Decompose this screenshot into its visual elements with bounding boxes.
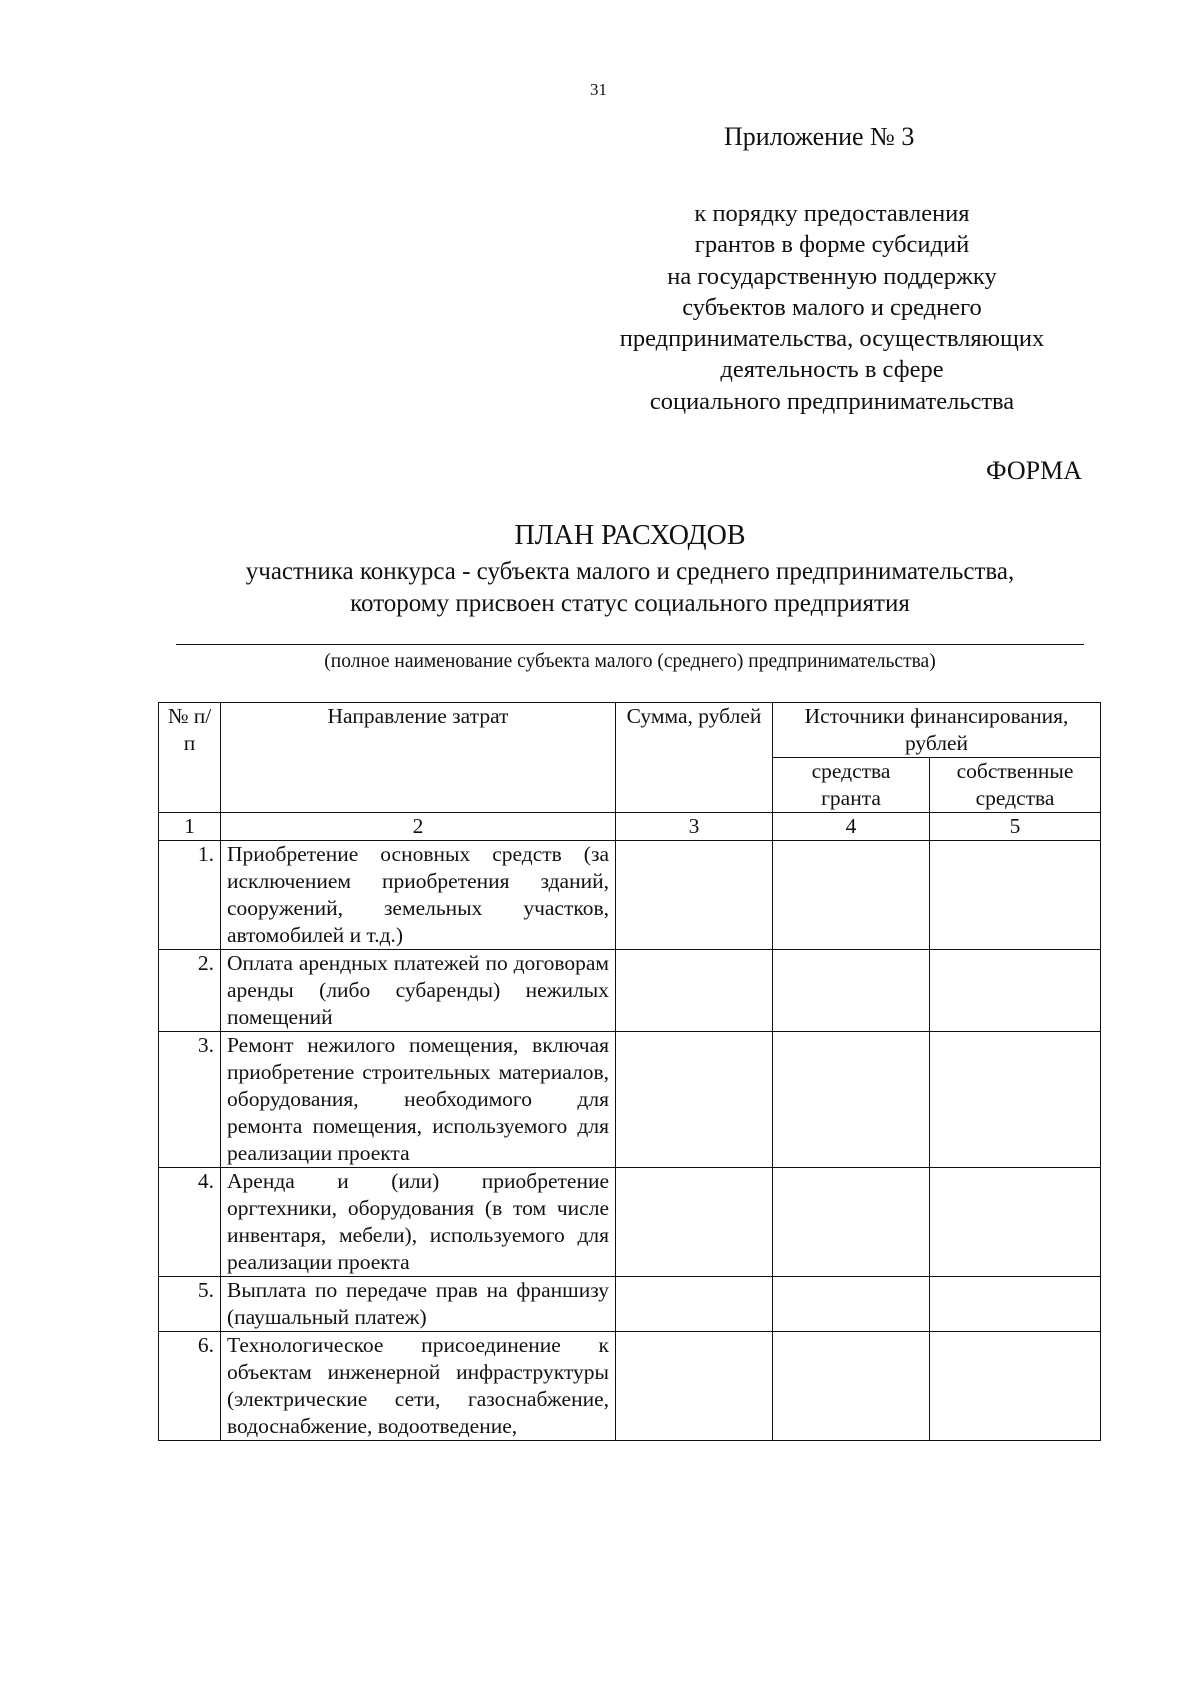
row-num: 3. [159, 1032, 221, 1168]
row-sum[interactable] [616, 1332, 773, 1441]
annex-subtitle-line: деятельность в сфере [720, 356, 944, 384]
annex-subtitle-line: социального предпринимательства [649, 387, 1015, 415]
row-grant[interactable] [773, 1168, 930, 1277]
entity-name-line [176, 644, 1084, 645]
plan-title: ПЛАН РАСХОДОВ [514, 520, 746, 551]
row-grant[interactable] [773, 950, 930, 1032]
row-sum[interactable] [616, 841, 773, 950]
row-direction: Аренда и (или) приобретение оргтехники, оборудования (в том числе инвентаря, мебели), используемого для реализации проекта [221, 1168, 616, 1277]
column-number: 4 [773, 813, 930, 841]
annex-subtitle-line: субъектов малого и среднего [682, 293, 982, 321]
row-num: 6. [159, 1332, 221, 1441]
row-direction: Оплата арендных платежей по договорам аренды (либо субаренды) нежилых помещений [221, 950, 616, 1032]
row-own[interactable] [930, 950, 1101, 1032]
row-own[interactable] [930, 1168, 1101, 1277]
row-sum[interactable] [616, 1032, 773, 1168]
header-sum: Сумма, рублей [616, 703, 773, 813]
header-num: № п/п [159, 703, 221, 813]
row-num: 5. [159, 1277, 221, 1332]
column-numbers-row [159, 813, 1101, 841]
table-row [159, 841, 1101, 950]
row-direction: Ремонт нежилого помещения, включая приобретение строительных материалов, оборудования, необходимого для ремонта помещения, используемого для реализации проекта [221, 1032, 616, 1168]
plan-subtitle-line: участника конкурса - субъекта малого и среднего предпринимательства, [245, 558, 1015, 585]
row-direction: Технологическое присоединение к объектам инженерной инфраструктуры (электрические сети, газоснабжение, водоснабжение, водоотведение, [221, 1332, 616, 1441]
annex-title: Приложение № 3 [724, 122, 915, 151]
row-direction: Приобретение основных средств (за исключением приобретения зданий, сооружений, земельных участков, автомобилей и т.д.) [221, 841, 616, 950]
annex-subtitle [572, 198, 1092, 417]
table-row [159, 1332, 1101, 1441]
row-grant[interactable] [773, 1277, 930, 1332]
row-own[interactable] [930, 1032, 1101, 1168]
row-grant[interactable] [773, 1332, 930, 1441]
column-number: 3 [616, 813, 773, 841]
column-number: 2 [221, 813, 616, 841]
header-grant: средства гранта [773, 758, 930, 813]
table-header-row [159, 703, 1101, 758]
annex-subtitle-line: к порядку предоставления [694, 200, 970, 227]
page-number: 31 [590, 80, 607, 99]
row-sum[interactable] [616, 950, 773, 1032]
row-direction: Выплата по передаче прав на франшизу (паушальный платеж) [221, 1277, 616, 1332]
row-sum[interactable] [616, 1168, 773, 1277]
form-label: ФОРМА [986, 456, 1082, 485]
row-grant[interactable] [773, 1032, 930, 1168]
annex-subtitle-line: предпринимательства, осуществляющих [619, 325, 1045, 353]
entity-name-caption: (полное наименование субъекта малого (среднего) предпринимательства) [324, 651, 936, 672]
plan-subtitle [160, 556, 1100, 620]
header-sources: Источники финансирования, рублей [773, 703, 1101, 758]
header-direction: Направление затрат [221, 703, 616, 813]
row-own[interactable] [930, 1277, 1101, 1332]
header-own: собственные средства [930, 758, 1101, 813]
annex-subtitle-line: на государственную поддержку [667, 262, 997, 290]
table-row [159, 1277, 1101, 1332]
table-row [159, 1032, 1101, 1168]
row-sum[interactable] [616, 1277, 773, 1332]
annex-subtitle-line: грантов в форме субсидий [694, 231, 970, 259]
row-grant[interactable] [773, 841, 930, 950]
column-number: 1 [159, 813, 221, 841]
table-row [159, 1168, 1101, 1277]
column-number: 5 [930, 813, 1101, 841]
row-own[interactable] [930, 1332, 1101, 1441]
row-num: 4. [159, 1168, 221, 1277]
row-num: 2. [159, 950, 221, 1032]
row-own[interactable] [930, 841, 1101, 950]
table-row [159, 950, 1101, 1032]
row-num: 1. [159, 841, 221, 950]
plan-subtitle-line: которому присвоен статус социального предприятия [350, 590, 910, 617]
expense-plan-table [158, 702, 1101, 1441]
